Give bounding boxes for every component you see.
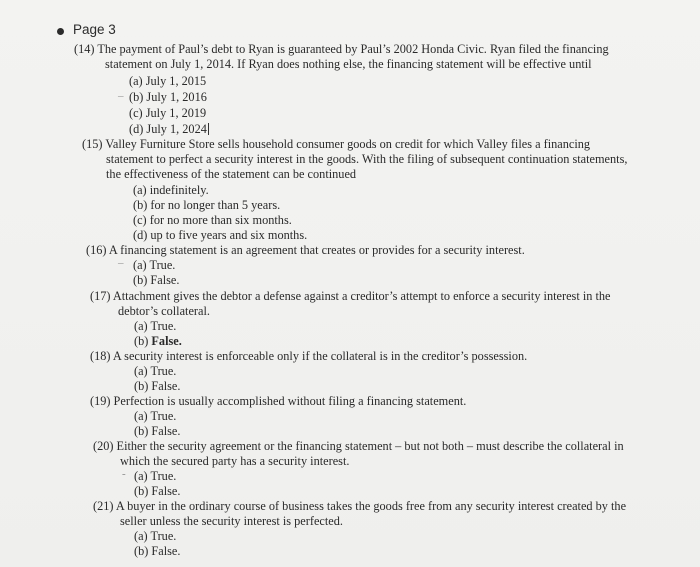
question-21-option-a: (a) True. (134, 529, 177, 543)
question-15-option-a: (a) indefinitely. (133, 183, 209, 197)
question-15-stem-line-1: (15) Valley Furniture Store sells household consumer goods on credit for which Valley files a financing (82, 137, 591, 151)
stray-mark-icon: – (118, 257, 124, 269)
question-15-stem-line-3: the effectiveness of the statement can be continued (106, 167, 357, 181)
question-17-stem-line-2: debtor’s collateral. (118, 304, 210, 318)
question-19-option-a: (a) True. (134, 409, 177, 423)
question-14-stem-line-2: statement on July 1, 2014. If Ryan does nothing else, the financing statement will be effective until (105, 57, 592, 71)
question-14-option-b: (b) July 1, 2016 (129, 90, 207, 104)
question-17-option-a: (a) True. (134, 319, 177, 333)
question-15-stem-line-2: statement to perfect a security interest in the goods. With the filing of subsequent continuation statements, (106, 152, 628, 166)
question-18-option-a: (a) True. (134, 364, 177, 378)
question-17-stem-line-1: (17) Attachment gives the debtor a defense against a creditor’s attempt to enforce a security interest in the (90, 289, 611, 303)
question-20-option-a: (a) True. (134, 469, 177, 483)
question-16-stem-line-1: (16) A financing statement is an agreement that creates or provides for a security interest. (86, 243, 525, 257)
question-15-option-c: (c) for no more than six months. (133, 213, 292, 227)
underline-mark-icon: _ (118, 86, 124, 98)
page-heading: Page 3 (73, 22, 116, 37)
question-14-option-d-row (129, 122, 209, 136)
question-17-option-b-bold-text: False. (151, 334, 182, 348)
question-14-option-d: (d) July 1, 2024 (129, 122, 207, 136)
question-18-stem-line-1: (18) A security interest is enforceable only if the collateral is in the creditor’s possession. (90, 349, 528, 363)
question-18-option-b: (b) False. (134, 379, 181, 393)
question-19-option-b: (b) False. (134, 424, 181, 438)
question-14-option-c: (c) July 1, 2019 (129, 106, 207, 120)
question-15-option-d: (d) up to five years and six months. (133, 228, 308, 242)
question-14-option-a: (a) July 1, 2015 (129, 74, 207, 88)
question-21-stem-line-1: (21) A buyer in the ordinary course of business takes the goods free from any security interest created by the (93, 499, 627, 513)
bullet-icon (57, 28, 64, 35)
stray-mark-icon: - (122, 468, 126, 480)
question-17-option-b: (b) False. (134, 334, 182, 348)
question-16-option-b: (b) False. (133, 273, 180, 287)
text-cursor-icon (208, 123, 209, 135)
question-16-option-a: (a) True. (133, 258, 176, 272)
question-15-option-b: (b) for no longer than 5 years. (133, 198, 281, 212)
question-20-stem-line-1: (20) Either the security agreement or the financing statement – but not both – must describe the collateral in (93, 439, 624, 453)
question-20-option-b: (b) False. (134, 484, 181, 498)
question-20-stem-line-2: which the secured party has a security interest. (120, 454, 350, 468)
question-21-option-b: (b) False. (134, 544, 181, 558)
question-19-stem-line-1: (19) Perfection is usually accomplished without filing a financing statement. (90, 394, 467, 408)
question-21-stem-line-2: seller unless the security interest is perfected. (120, 514, 343, 528)
question-14-stem-line-1: (14) The payment of Paul’s debt to Ryan is guaranteed by Paul’s 2002 Honda Civic. Ryan filed the financing (74, 42, 609, 56)
